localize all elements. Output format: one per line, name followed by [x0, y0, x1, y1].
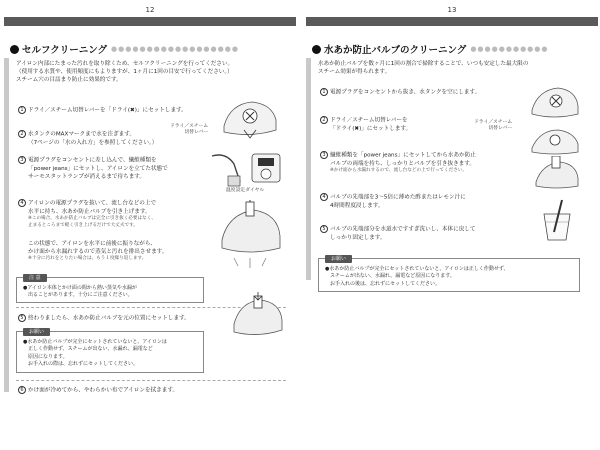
- header-bar: [306, 17, 598, 26]
- section-heading: [312, 42, 549, 56]
- step-4: 4 アイロンの電源プラグを抜いて、流し台などの上で 水平に持ち、水あか防止バルブを引き上げます。 ※この場合、水あか防止バルブは完全に引き抜く必要はなく、 止まるところまで軽く引き上げるだけで大丈夫です。: [18, 199, 156, 229]
- request-box: お願い ●水あか防止バルブが完全にセットされていないと、アイロンは 正しく作動せず、スチームが出ない、水漏れ、漏電など 原因になります。 お手入れの際は、忘れずにセットしてください。: [16, 331, 204, 373]
- step-1: 1 電源プラグをコンセントから抜き、水タンクを空にします。: [320, 88, 480, 97]
- lever-label: ドライ／スチーム 切替レバー: [474, 120, 513, 131]
- side-bar: [306, 58, 311, 280]
- section-title: セルフクリーニング: [22, 45, 108, 56]
- caution-box: 注 意 ●アイロン本体とかけ面の間から熱い蒸気や水漏が 出ることがあります。十分にご注意ください。: [16, 277, 204, 303]
- lever-dry-illustration: [528, 126, 582, 158]
- caution-tag: 注 意: [23, 274, 47, 282]
- section-title: 水あか防止バルブのクリーニング: [324, 45, 467, 56]
- dial-label: 温度設定ダイヤル: [226, 188, 265, 193]
- step-4-continued: この状態で、アイロンを水平に前後に振りながら、 かけ面から水漏れするので蒸気と汚れを排出させます。 ※十分に汚れをとりたい場合は、もう１度繰り返します。: [28, 241, 168, 262]
- request-tag: お願い: [325, 255, 352, 263]
- dotted-rule: ●●●●●●●●●●●: [470, 45, 549, 53]
- valve-pull-illustration: [214, 200, 286, 270]
- step-1: 1 ドライ／スチーム切替レバーを「ドライ(✖)」にセットします。: [18, 106, 187, 115]
- side-bar: [4, 58, 9, 392]
- step-3: 3 繊維種類を「power jeans」にセットしてから水あか防止 バルブの両端を持ち、しっかりとバルブを引き抜きます。 ※かけ面から水漏れするので、流し台などの上で行ってください。: [320, 151, 476, 175]
- bullet-icon: [10, 45, 19, 54]
- step-2: 2 水タンクのMAXマークまで水を注ぎます。 （7ページの「水の入れ方」を参照してください。）: [18, 130, 157, 147]
- divider: [16, 380, 286, 381]
- step-5: 5 バルブの先端部分を水道水ですすぎ洗いし、本体に戻して しっかり固定します。: [320, 225, 476, 242]
- step-5: 5 終わりましたら、水あか防止バルブを元の位置にセットします。: [18, 314, 190, 323]
- lever-label: ドライ／スチーム 切替レバー: [170, 124, 209, 135]
- iron-lever-illustration: [220, 96, 280, 144]
- step-2: 2 ドライ／スチーム切替レバーを 「ドライ(✖)」にセットします。: [320, 116, 411, 133]
- section-heading: [10, 42, 239, 56]
- step-4: 4 バルブの先端部を3〜5倍に薄めた酢またはレモン汁に 4時間程度浸します。: [320, 193, 466, 210]
- step-3: 3 電源プラグをコンセントに差し込んで、繊維種類を 「power jeans」にセットし、アイロンを立てた状態で サーモスタットランプが消えるまで待ちます。: [18, 156, 168, 181]
- step-6: 6 かけ面が冷めてから、やわらかい布でアイロンを拭きます。: [18, 386, 178, 395]
- bullet-icon: [312, 45, 321, 54]
- page-number: 13: [447, 6, 457, 14]
- iron-unplug-illustration: [528, 84, 582, 124]
- request-box: お願い ●水あか防止バルブが完全にセットされていないと、アイロンは正しく作動せず、 スチームが出ない、水漏れ、漏電など原因になります。 お手入れの後は、忘れずにセットしてください。: [318, 258, 580, 292]
- right-page: [306, 0, 598, 450]
- intro-text: アイロン内部にたまった汚れを取り除くため、セルフクリーニングを行ってください。 （使用する水質や、使用頻度にもよりますが、1ヶ月に1回の目安で行ってください。） スチーム穴の目詰まり防止に効果的です。: [16, 61, 234, 84]
- page-number: 12: [145, 6, 155, 14]
- vinegar-soak-illustration: [532, 198, 582, 244]
- intro-text: 水あか防止バルブを数ヶ月に1回の割合で掃除することで、いつも安定した最大限の スチーム効果が得られます。: [318, 61, 529, 76]
- dotted-rule: ●●●●●●●●●●●●●●●●●●: [111, 45, 239, 53]
- left-page: [4, 0, 296, 450]
- header-bar: [4, 17, 296, 26]
- valve-reset-illustration: [230, 292, 286, 342]
- request-tag: お願い: [23, 328, 50, 336]
- valve-remove-illustration: [532, 156, 582, 192]
- plug-dial-illustration: [206, 148, 286, 190]
